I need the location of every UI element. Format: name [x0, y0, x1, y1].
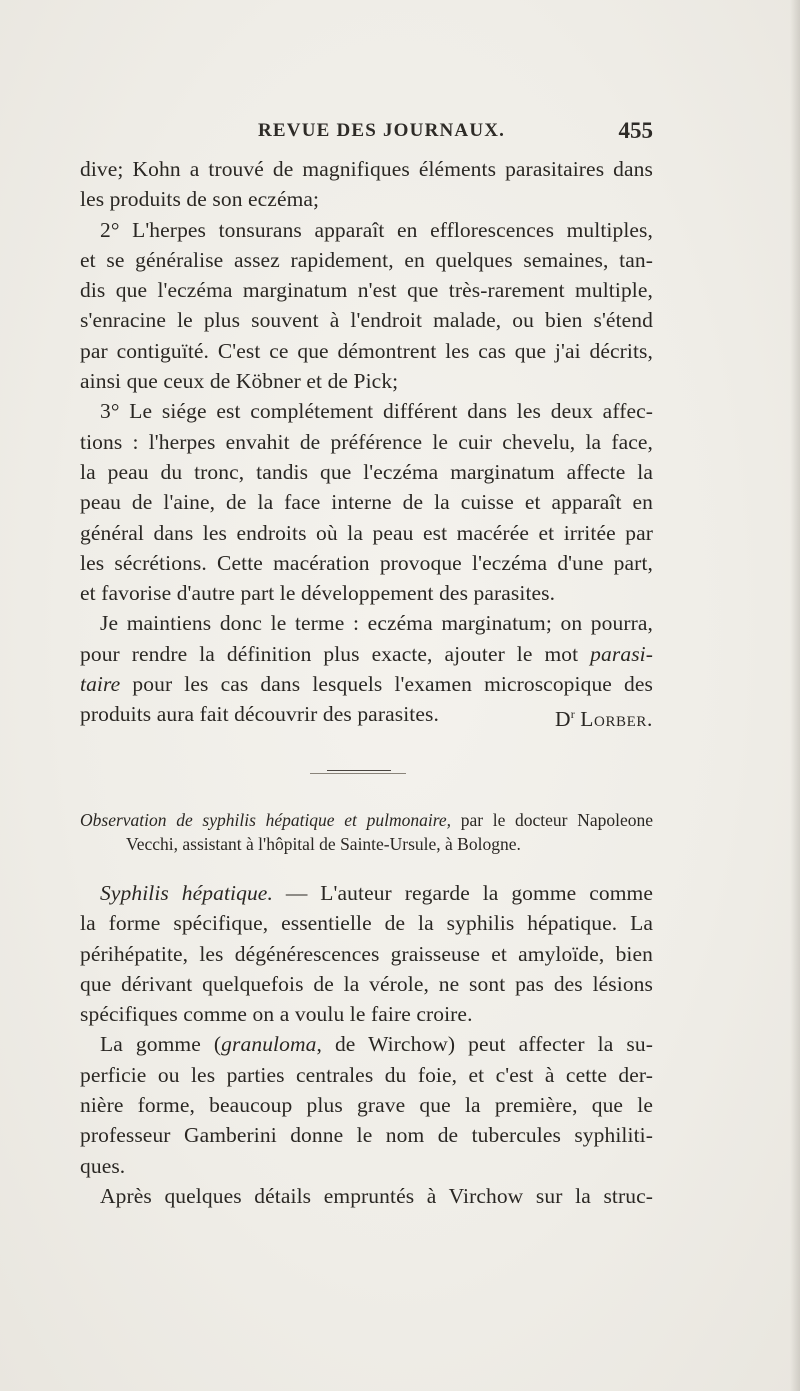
italic-word: taire: [80, 672, 121, 697]
text-line: que dérivant quelquefois de la vérole, ne sont pas des lésions: [80, 971, 653, 996]
author-signature: [555, 699, 653, 734]
signature-title: D: [555, 707, 571, 732]
section-divider: [327, 770, 391, 771]
page-header: [80, 118, 653, 148]
text-line: [80, 878, 653, 908]
text-line: [80, 1029, 653, 1059]
text-line: dis que l'eczéma marginatum n'est que très-rarement multiple,: [80, 278, 653, 303]
text-line: tions : l'herpes envahit de préférence le cuir chevelu, la face,: [80, 429, 653, 454]
italic-word: granuloma: [221, 1032, 317, 1057]
page-edge-shadow: [790, 0, 800, 1391]
text-line: 2° L'herpes tonsurans apparaît en efflorescences multiples,: [100, 217, 653, 242]
text-line: par contiguïté. C'est ce que démontrent les cas que j'ai décrits,: [80, 338, 653, 363]
article-heading: [80, 808, 653, 856]
section-divider-underline: [310, 773, 406, 774]
text-fragment: , de Wirchow) peut affecter la su-: [316, 1032, 653, 1057]
text-line: les produits de son eczéma;: [80, 187, 320, 212]
running-head: REVUE DES JOURNAUX.: [258, 120, 506, 141]
text-line: spécifiques comme on a voulu le faire croire.: [80, 1002, 473, 1027]
section-syphilis-hepatique: [80, 878, 653, 1211]
paragraph-lead: Syphilis hépatique.: [100, 881, 273, 905]
text-line: la forme spécifique, essentielle de la syphilis hépatique. La: [80, 911, 653, 936]
text-line: et favorise d'autre part le développement des parasites.: [80, 581, 556, 606]
text-line: ques.: [80, 1153, 126, 1178]
article-author: par le docteur Napoleone: [460, 810, 653, 830]
page-number: 455: [618, 118, 653, 143]
text-line: peau de l'aine, de la face interne de la cuisse et apparaît en: [80, 490, 653, 515]
text-line: [80, 639, 653, 669]
text-line: Je maintiens donc le terme : eczéma marginatum; on pourra,: [100, 611, 653, 636]
text-fragment: La gomme (: [100, 1032, 222, 1057]
text-line: professeur Gamberini donne le nom de tubercules syphiliti-: [80, 1123, 653, 1148]
text-line: Après quelques détails empruntés à Virchow sur la struc-: [100, 1183, 653, 1208]
text-line: [80, 669, 653, 699]
text-line: perficie ou les parties centrales du foie, et c'est à cette der-: [80, 1062, 653, 1087]
text-line: s'enracine le plus souvent à l'endroit malade, ou bien s'étend: [80, 308, 653, 333]
text-line: les sécrétions. Cette macération provoque l'eczéma d'une part,: [80, 550, 653, 575]
text-fragment: pour rendre la définition plus exacte, ajouter le mot: [80, 641, 579, 666]
signature-name: Lorber.: [580, 707, 653, 732]
text-line: général dans les endroits où la peau est macérée et irritée par: [80, 520, 653, 545]
signature-title-sup: r: [570, 707, 575, 722]
section-eczema-marginatum: [80, 154, 653, 730]
text-line: ainsi que ceux de Köbner et de Pick;: [80, 369, 399, 394]
article-heading-line: [80, 808, 653, 832]
article-title: Observation de syphilis hépatique et pulmonaire,: [80, 810, 451, 830]
text-line: nière forme, beaucoup plus grave que la première, que le: [80, 1093, 653, 1118]
text-line: [80, 699, 653, 732]
italic-word: parasi-: [590, 641, 653, 666]
text-line: 3° Le siége est complétement différent dans les deux affec-: [100, 399, 653, 424]
text-line: dive; Kohn a trouvé de magnifiques éléments parasitaires dans: [80, 157, 653, 181]
text-line: périhépatite, les dégénérescences graisseuse et amyloïde, bien: [80, 941, 653, 966]
text-fragment: — L'auteur regarde la gomme comme: [285, 881, 653, 905]
text-fragment: produits aura fait découvrir des parasites.: [80, 702, 439, 727]
text-line: et se généralise assez rapidement, en quelques semaines, tan-: [80, 247, 653, 272]
article-heading-line: Vecchi, assistant à l'hôpital de Sainte-Ursule, à Bologne.: [126, 834, 521, 854]
text-line: la peau du tronc, tandis que l'eczéma marginatum affecte la: [80, 459, 653, 484]
text-fragment: pour les cas dans lesquels l'examen microscopique des: [132, 672, 653, 697]
